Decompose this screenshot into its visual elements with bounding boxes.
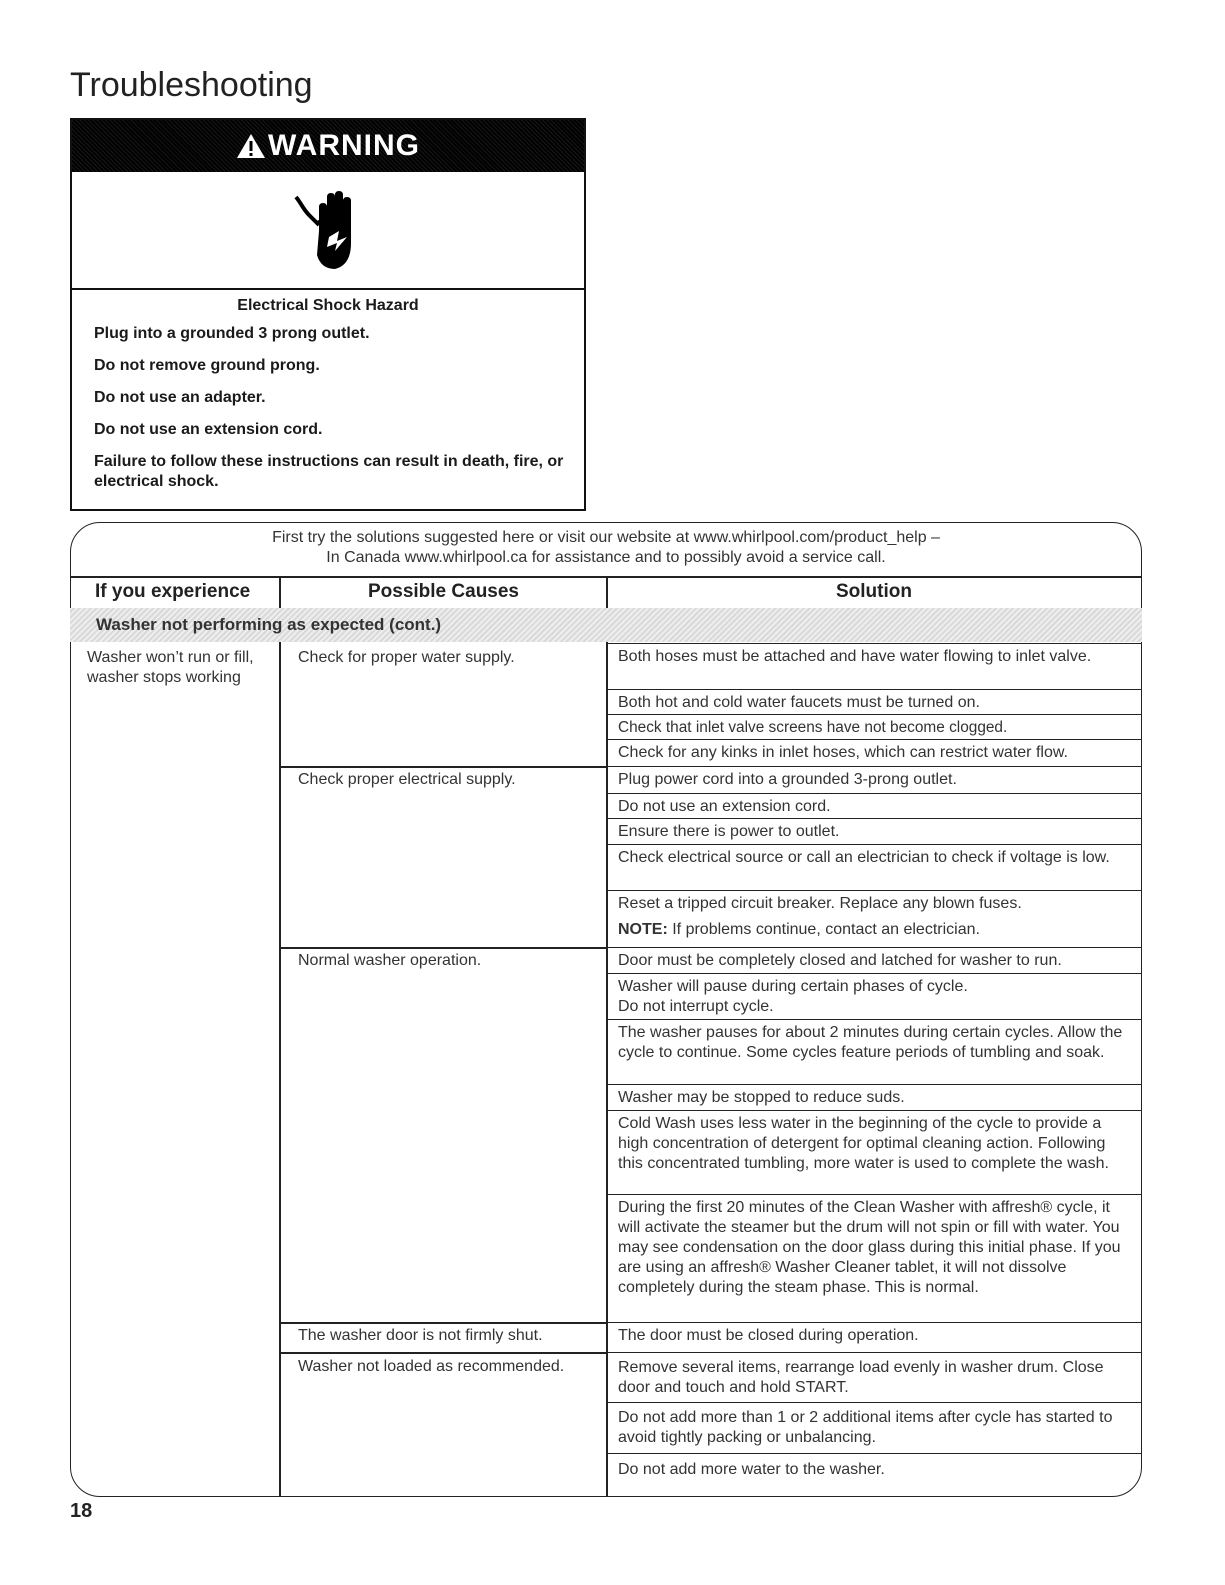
header-solution: Solution (836, 581, 912, 602)
warning-box (70, 118, 586, 511)
cause-cell: The washer door is not firmly shut. (298, 1327, 543, 1344)
electrical-shock-hand-icon (293, 185, 363, 275)
solution-cell: The washer pauses for about 2 minutes during certain cycles. Allow the cycle to continue. Some cycles feature periods of tumbling and soak. (607, 1019, 1141, 1084)
solution-cell: Cold Wash uses less water in the beginning of the cycle to provide a high concentration of detergent for optimal cleaning action. Following this concentrated tumbling, more water is used to complete the wash. (607, 1110, 1141, 1194)
solution-cell: Do not add more water to the washer. (607, 1453, 1141, 1493)
cause-cell: Check for proper water supply. (298, 649, 515, 666)
cause-cell: Normal washer operation. (298, 952, 482, 969)
warning-triangle-icon (236, 133, 266, 159)
solution-cell: During the first 20 minutes of the Clean Washer with affresh® cycle, it will activate the steamer but the drum will not spin or fill with water. You may see condensation on the door glass during this initial phase. If you are using an affresh® Washer Cleaner tablet, it will not dissolve completely during the steam phase. This is normal. (607, 1194, 1141, 1322)
solution-cell: The door must be closed during operation. (607, 1322, 1141, 1352)
solution-cell: Both hot and cold water faucets must be turned on. (607, 689, 1141, 714)
page-number: 18 (70, 1500, 93, 1522)
solution-cell: Door must be completely closed and latched for washer to run. (607, 947, 1141, 973)
solution-cell: Check for any kinks in inlet hoses, which can restrict water flow. (607, 739, 1141, 766)
solution-cell: Both hoses must be attached and have water flowing to inlet valve. (607, 643, 1141, 689)
intro-text: First try the solutions suggested here or visit our website at www.whirlpool.com/product_help – In Canada www.whirlpool.ca for assistance and to possibly avoid a service call. (272, 529, 940, 566)
solution-cell: Do not add more than 1 or 2 additional items after cycle has started to avoid tightly packing or unbalancing. (607, 1402, 1141, 1453)
experience-cell: Washer won’t run or fill, washer stops working (87, 649, 254, 686)
note-label: NOTE: (618, 921, 668, 938)
solution-cell: Do not use an extension cord. (607, 793, 1141, 818)
warning-line: Do not use an extension cord. (94, 421, 323, 438)
note-text: If problems continue, contact an electrician. (672, 921, 980, 938)
solution-cell: Washer may be stopped to reduce suds. (607, 1084, 1141, 1110)
header-experience: If you experience (95, 581, 251, 602)
solution-cell: Remove several items, rearrange load evenly in washer drum. Close door and touch and hold START. (607, 1352, 1141, 1402)
solution-cell: Ensure there is power to outlet. (607, 818, 1141, 844)
solution-cell: Reset a tripped circuit breaker. Replace any blown fuses. NOTE: If problems continue, contact an electrician. (607, 890, 1141, 947)
solution-cell: Washer will pause during certain phases of cycle. Do not interrupt cycle. (607, 973, 1141, 1019)
solution-cell: Check that inlet valve screens have not become clogged. (607, 714, 1141, 739)
header-causes: Possible Causes (367, 581, 520, 602)
warning-line: Plug into a grounded 3 prong outlet. (94, 325, 370, 342)
page-title: Troubleshooting (70, 66, 313, 104)
solution-cell: Check electrical source or call an electrician to check if voltage is low. (607, 844, 1141, 890)
hazard-title: Electrical Shock Hazard (237, 297, 419, 314)
warning-line: Do not use an adapter. (94, 389, 266, 406)
cause-cell: Washer not loaded as recommended. (298, 1358, 565, 1375)
solution-cell: Plug power cord into a grounded 3-prong outlet. (607, 766, 1141, 793)
warning-title: WARNING (268, 129, 420, 162)
warning-line: Do not remove ground prong. (94, 357, 320, 374)
warning-header (72, 120, 584, 172)
cause-cell: Check proper electrical supply. (298, 771, 516, 788)
warning-line: Failure to follow these instructions can result in death, fire, or electrical shock. (94, 453, 564, 490)
section-heading: Washer not performing as expected (cont.) (70, 608, 1142, 642)
